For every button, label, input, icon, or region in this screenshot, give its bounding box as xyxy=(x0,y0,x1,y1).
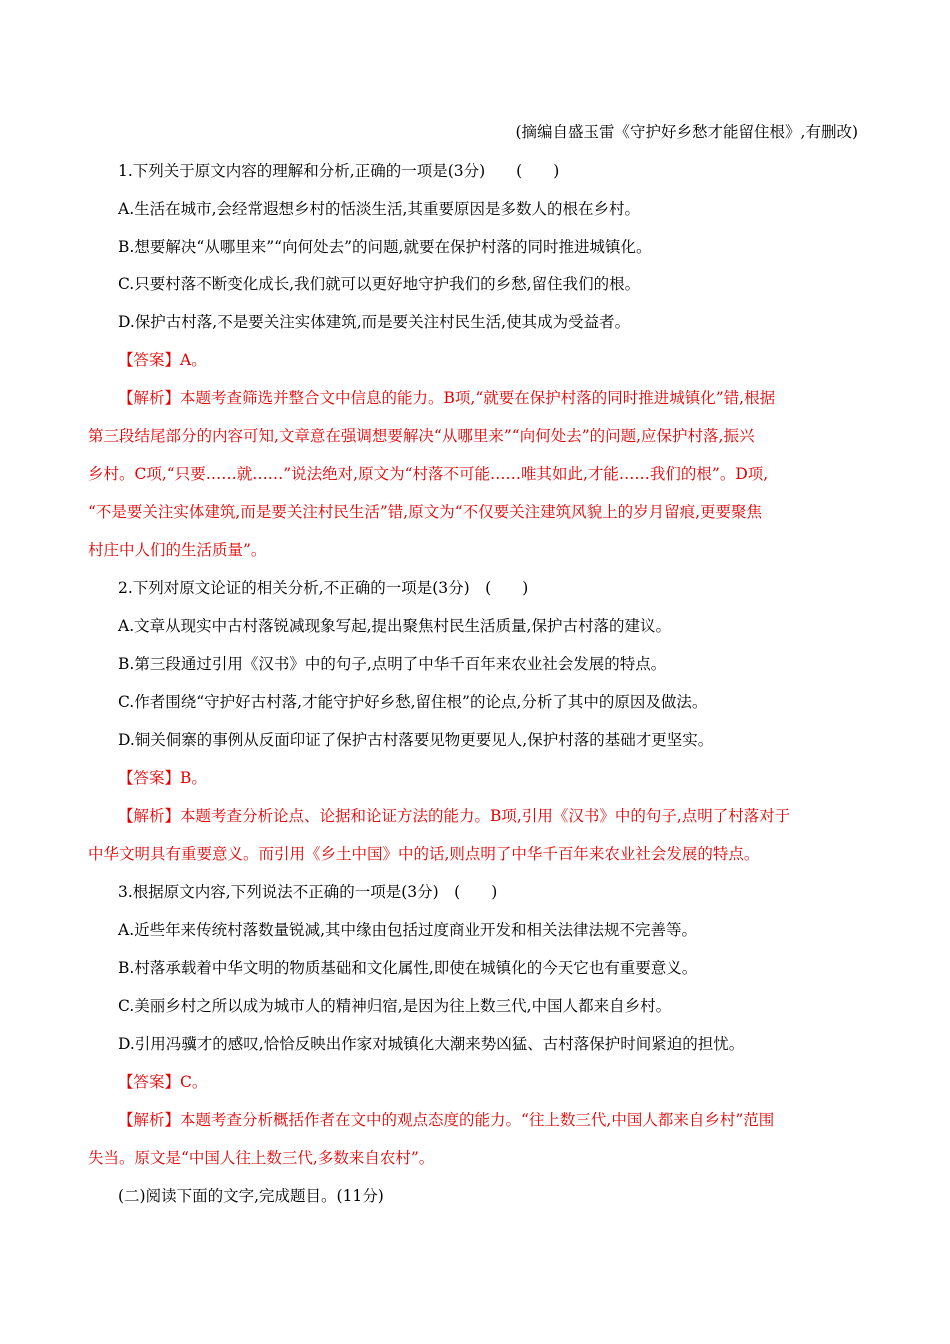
question-3-analysis-line: 失当。原文是“中国人往上数三代,多数来自农村”。 xyxy=(88,1149,435,1167)
question-2-option-d: D.铜关侗寨的事例从反面印证了保护古村落要见物更要见人,保护村落的基础才更坚实。 xyxy=(118,731,714,749)
section-two-heading: (二)阅读下面的文字,完成题目。(11分) xyxy=(118,1187,384,1205)
question-3-option-c: C.美丽乡村之所以成为城市人的精神归宿,是因为往上数三代,中国人都来自乡村。 xyxy=(118,997,672,1015)
question-1-analysis-line: “不是要关注实体建筑,而是要关注村民生活”错,原文为“不仅要关注建筑风貌上的岁月留痕,更要聚焦 xyxy=(88,503,763,521)
question-1-analysis-line: 乡村。C项,“只要……就……”说法绝对,原文为“村落不可能……唯其如此,才能……我们的根”。D项, xyxy=(88,465,769,483)
question-1-analysis-line: 村庄中人们的生活质量”。 xyxy=(88,541,267,559)
question-1-option-c: C.只要村落不断变化成长,我们就可以更好地守护我们的乡愁,留住我们的根。 xyxy=(118,275,641,293)
question-2-analysis-line: 中华文明具有重要意义。而引用《乡土中国》中的话,则点明了中华千百年来农业社会发展的特点。 xyxy=(88,845,760,863)
question-2-stem: 2.下列对原文论证的相关分析,不正确的一项是(3分) ( ) xyxy=(118,579,529,597)
source-citation: (摘编自盛玉雷《守护好乡愁才能留住根》,有删改) xyxy=(515,123,858,141)
question-1-option-a: A.生活在城市,会经常遐想乡村的恬淡生活,其重要原因是多数人的根在乡村。 xyxy=(118,200,640,218)
question-3-analysis-line: 【解析】本题考查分析概括作者在文中的观点态度的能力。“往上数三代,中国人都来自乡村”范围 xyxy=(118,1111,775,1129)
question-1-option-d: D.保护古村落,不是要关注实体建筑,而是要关注村民生活,使其成为受益者。 xyxy=(118,313,631,331)
question-1-analysis-line: 【解析】本题考查筛选并整合文中信息的能力。B项,“就要在保护村落的同时推进城镇化”错,根据 xyxy=(118,389,776,407)
question-3-option-b: B.村落承载着中华文明的物质基础和文化属性,即使在城镇化的今天它也有重要意义。 xyxy=(118,959,698,977)
question-1-stem: 1.下列关于原文内容的理解和分析,正确的一项是(3分) ( ) xyxy=(118,162,560,180)
question-1-answer: 【答案】A。 xyxy=(118,351,207,369)
question-3-option-a: A.近些年来传统村落数量锐减,其中缘由包括过度商业开发和相关法律法规不完善等。 xyxy=(118,921,698,939)
question-3-option-d: D.引用冯骥才的感叹,恰恰反映出作家对城镇化大潮来势凶猛、古村落保护时间紧迫的担忧。 xyxy=(118,1035,745,1053)
question-3-stem: 3.根据原文内容,下列说法不正确的一项是(3分) ( ) xyxy=(118,883,498,901)
question-3-answer: 【答案】C。 xyxy=(118,1073,208,1091)
question-2-answer: 【答案】B。 xyxy=(118,769,207,787)
question-1-option-b: B.想要解决“从哪里来”“向何处去”的问题,就要在保护村落的同时推进城镇化。 xyxy=(118,238,652,256)
question-2-option-a: A.文章从现实中古村落锐减现象写起,提出聚焦村民生活质量,保护古村落的建议。 xyxy=(118,617,671,635)
question-2-analysis-line: 【解析】本题考查分析论点、论据和论证方法的能力。B项,引用《汉书》中的句子,点明了村落对于 xyxy=(118,807,791,825)
question-1-analysis-line: 第三段结尾部分的内容可知,文章意在强调想要解决“从哪里来”“向何处去”的问题,应保护村落,振兴 xyxy=(88,427,755,445)
question-2-option-c: C.作者围绕“守护好古村落,才能守护好乡愁,留住根”的论点,分析了其中的原因及做法。 xyxy=(118,693,708,711)
question-2-option-b: B.第三段通过引用《汉书》中的句子,点明了中华千百年来农业社会发展的特点。 xyxy=(118,655,667,673)
